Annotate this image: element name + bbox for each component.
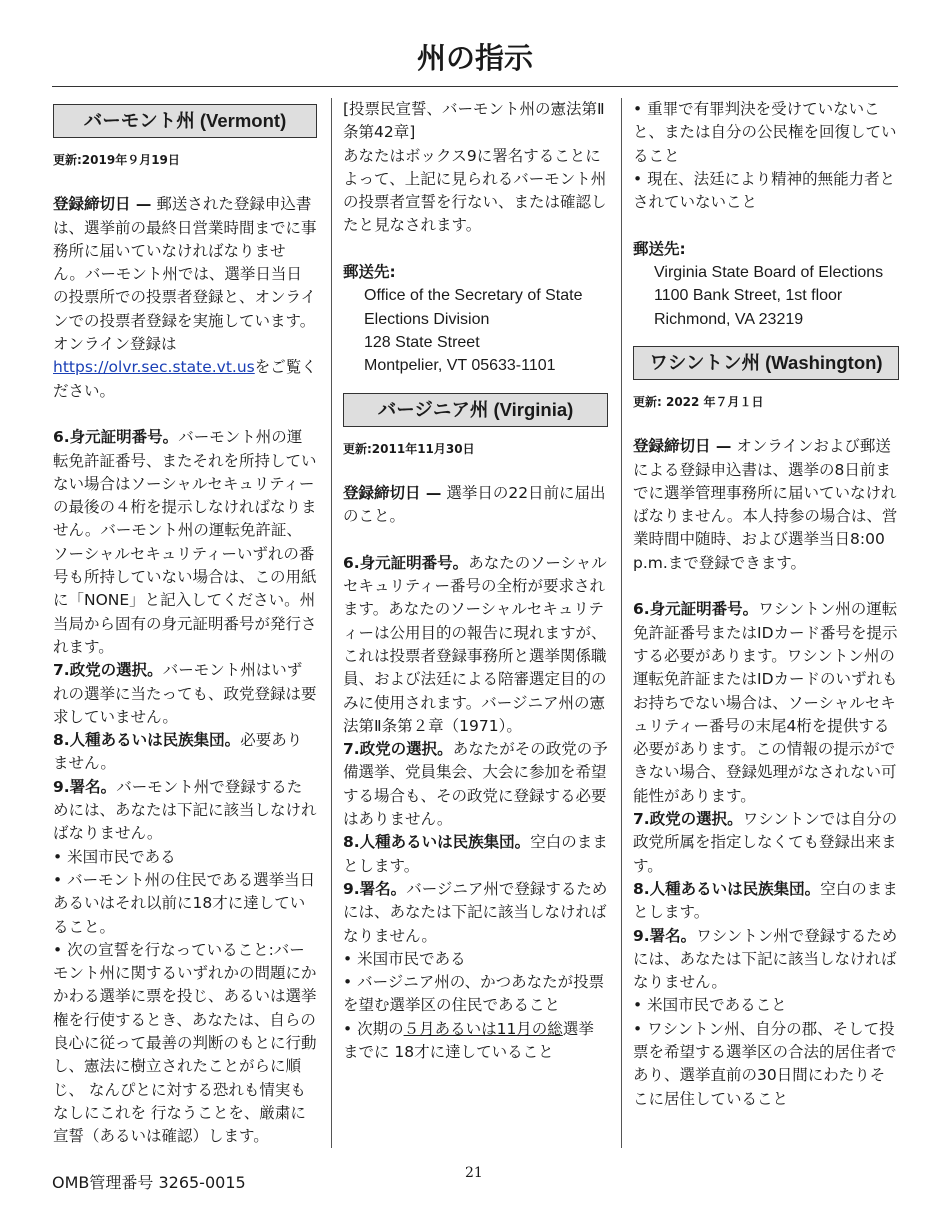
virginia-header: バージニア州 (Virginia): [343, 393, 608, 427]
virginia-party: 7.政党の選択。あなたがその政党の予備選挙、党員集会、大会に参加を希望する場合も、その政党に登録する必要はありません。: [343, 740, 608, 829]
deadline-label: 登録締切日 —: [53, 195, 152, 214]
list-item: • 米国市民であること: [633, 996, 787, 1015]
virginia-mail-label: 郵送先:: [633, 239, 686, 258]
washington-deadline: 登録締切日 — オンラインおよび郵送による登録申込書は、選挙の8日前までに選挙管理事務所に届いていなければなりません。本人持参の場合は、営業時間中随時、および選挙当日8:00 p.m.まで登録できます。: [633, 437, 898, 572]
vermont-address: Office of the Secretary of State Elections Division 128 State Street Montpelier, VT 05633-1101: [364, 287, 583, 375]
column-2: [343, 98, 608, 1064]
list-item: • 次期の５月あるいは11月の総選挙までに 18才に達していること: [343, 1019, 594, 1061]
vermont-oath-text: あなたはボックス9に署名することによって、上記に見られるバーモント州の投票者宣誓を行ない、または確認したと見なされます。: [343, 146, 607, 235]
list-item: • 重罪で有罪判決を受けていないこと、または自分の公民権を回復していること: [633, 100, 897, 165]
vermont-updated: 更新:2019年９月19日: [53, 153, 180, 167]
list-item: • 米国市民である: [343, 949, 466, 968]
vermont-mail-label: 郵送先:: [343, 263, 396, 282]
vermont-registration-link[interactable]: https://olvr.sec.state.vt.us: [53, 358, 255, 377]
washington-header: ワシントン州 (Washington): [633, 346, 899, 380]
vermont-oath-citation: [投票民宣誓、バーモント州の憲法第Ⅱ条第42章]: [343, 100, 605, 142]
list-item: • ワシントン州、自分の郡、そして投票を希望する選挙区の合法的居住者であり、選挙直前の30日間にわたりそこに居住していること: [633, 1019, 897, 1108]
title-divider: [52, 86, 898, 87]
vermont-party: 7.政党の選択。バーモント州はいずれの選挙に当たっても、政党登録は要求していません。: [53, 661, 317, 726]
list-item: • 米国市民である: [53, 847, 176, 866]
vermont-header: バーモント州 (Vermont): [53, 104, 317, 138]
vermont-id-number: 6.身元証明番号。バーモント州の運転免許証番号、またそれを所持していない場合はソーシャルセキュリティーの最後の４桁を提示しなければなりません。バーモント州の運転免許証、ソーシャルセキュリティーいずれの番号も所持していない場合は、この用紙に「NONE」と記入してください。州当局から固有の身元証明番号が発行されます。: [53, 428, 317, 656]
virginia-signature: 9.署名。バージニア州で登録するためには、あなたは下記に該当しなければなりません。: [343, 879, 608, 945]
list-item: • 現在、法廷により精神的無能力者とされていないこと: [633, 169, 896, 212]
list-item: • バーモント州の住民である選挙当日あるいはそれ以前に18才に達していること。: [53, 870, 316, 936]
virginia-race: 8.人種あるいは民族集団。空白のままとします。: [343, 833, 608, 875]
list-item: • バージニア州の、かつあなたが投票を望む選挙区の住民であること: [343, 973, 605, 1015]
washington-race: 8.人種あるいは民族集団。空白のままとします。: [633, 879, 898, 922]
vermont-race: 8.人種あるいは民族集団。必要ありません。: [53, 731, 303, 773]
vermont-deadline: 登録締切日 — 郵送された登録申込書は、選挙前の最終日営業時間までに事務所に届いていなければなりません。バーモント州では、選挙日当日の投票所での投票者登録と、オンラインでの投票者登録を実施しています。オンライン登録はhttps://olvr.sec.state.vt.usをご覧ください。: [53, 195, 317, 400]
washington-party: 7.政党の選択。ワシントンでは自分の政党所属を指定しなくても登録出来ます。: [633, 810, 898, 875]
virginia-updated: 更新:2011年11月30日: [343, 441, 475, 456]
page-title: 州の指示: [416, 41, 533, 75]
list-item: • 次の宣誓を行なっていること:バーモント州に関するいずれかの問題にかかわる選挙に票を投じ、あるいは選挙権を行使するとき、あなたは、自らの良心に従って最善の判断のもとに行動し、憲法に樹立されたことがらに順じ、 なんぴとに対する恐れも情実もなしにこれを 行なうことを、厳粛に宣誓（あるいは確認）します。: [53, 940, 317, 1146]
virginia-id-number: 6.身元証明番号。あなたのソーシャルセキュリティー番号の全桁が要求されます。あなたのソーシャルセキュリティーは公用目的の報告に現れますが、これは投票者登録事務所と選挙関係職員、および法廷による陪審選定目的のみに使用されます。バージニア州の憲法第Ⅱ条第２章（1971）。: [343, 553, 607, 735]
washington-signature: 9.署名。ワシントン州で登録するためには、あなたは下記に該当しなければなりません。: [633, 926, 898, 992]
omb-number: OMB管理番号 3265-0015: [52, 1173, 246, 1192]
virginia-deadline: 登録締切日 — 選挙日の22日前に届出のこと。: [343, 483, 606, 526]
vermont-signature: 9.署名。バーモント州で登録するためには、あなたは下記に該当しなければなりません。: [53, 777, 317, 843]
washington-id-number: 6.身元証明番号。ワシントン州の運転免許証番号またはIDカード番号を提示する必要があります。ワシントン州の運転免許証またはIDカードのいずれもお持ちでない場合は、ソーシャルセキュリティー番号の末尾4桁を提供する必要があります。この情報の提示ができない場合、登録処理がなされない可能性があります。: [633, 600, 898, 805]
column-divider: [331, 98, 332, 1148]
column-3: [633, 98, 899, 1111]
page-number: 21: [465, 1165, 483, 1181]
column-1: [53, 98, 317, 1148]
column-divider: [621, 98, 622, 1148]
virginia-address: Virginia State Board of Elections 1100 Bank Street, 1st floor Richmond, VA 23219: [654, 264, 884, 328]
washington-updated: 更新: 2022 年７月１日: [633, 394, 764, 409]
